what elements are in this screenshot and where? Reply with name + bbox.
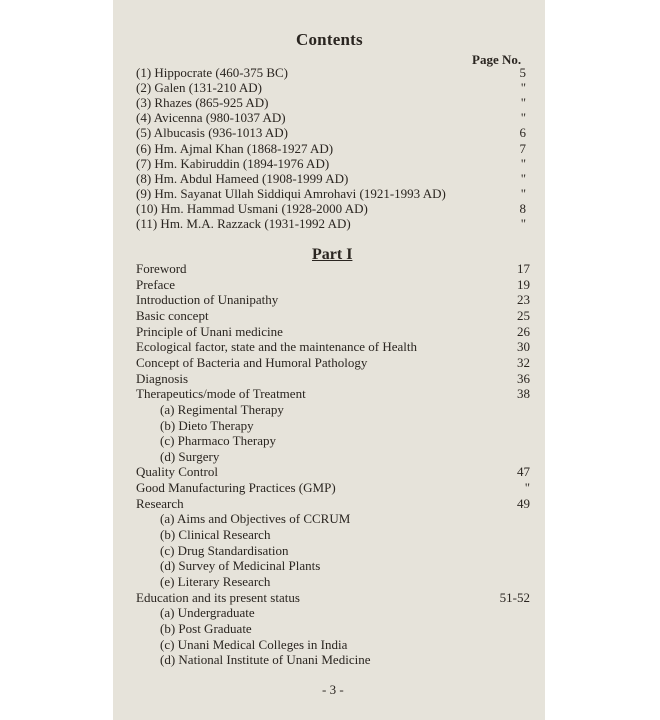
toc-entry: [0, 621, 660, 637]
toc-entry-title: Research: [136, 495, 184, 511]
toc-entry-title: (d) Survey of Medicinal Plants: [160, 558, 321, 574]
toc-entry-title: (b) Post Graduate: [160, 620, 252, 636]
toc-entry: [0, 171, 660, 187]
toc-entry-title: (d) Surgery: [160, 448, 220, 464]
toc-entry-page: 49: [517, 495, 530, 511]
toc-entry-title: (e) Literary Research: [160, 574, 271, 589]
toc-entry-page: 36: [517, 370, 530, 386]
toc-entry: [0, 156, 660, 172]
page-number-footer: - 3 -: [322, 682, 344, 697]
toc-entry-page: ": [520, 95, 526, 111]
toc-entry: [0, 324, 660, 340]
toc-entry: [0, 339, 660, 355]
toc-entry-title: (4) Avicenna (980-1037 AD): [136, 110, 286, 126]
toc-entry-title: Basic concept: [136, 307, 209, 323]
toc-entry: [0, 418, 660, 434]
toc-entry: [0, 605, 660, 621]
toc-entry-title: Foreword: [136, 261, 187, 276]
toc-entry-title: (a) Undergraduate: [160, 605, 255, 621]
toc-entry: [0, 464, 660, 480]
toc-entry-title: (b) Dieto Therapy: [160, 417, 254, 433]
toc-entry-page: 17: [517, 261, 530, 276]
toc-entry: [0, 543, 660, 559]
page-title: Contents: [296, 30, 363, 49]
toc-entry-page: 23: [517, 292, 530, 308]
toc-entry: [0, 449, 660, 465]
toc-entry-title: Quality Control: [136, 464, 218, 480]
toc-entry: [0, 292, 660, 308]
toc-entry-title: (11) Hm. M.A. Razzack (1931-1992 AD): [136, 216, 351, 231]
toc-entry-title: (b) Clinical Research: [160, 527, 271, 543]
toc-entry: [0, 496, 660, 512]
toc-entry-title: (9) Hm. Sayanat Ullah Siddiqui Amrohavi (1921-1993 AD): [136, 185, 446, 201]
toc-entry-page: ": [520, 110, 526, 126]
toc-entry: [0, 95, 660, 111]
toc-entry-title: Therapeutics/mode of Treatment: [136, 386, 306, 402]
toc-entry: [0, 355, 660, 371]
toc-entry: [0, 574, 660, 590]
toc-entry: [0, 261, 660, 277]
toc-entry: [0, 80, 660, 96]
part-heading: Part I: [312, 246, 353, 263]
toc-entry-title: Good Manufacturing Practices (GMP): [136, 480, 336, 496]
toc-entry-title: (a) Regimental Therapy: [160, 401, 284, 417]
toc-entry-title: Education and its present status: [136, 589, 300, 605]
toc-entry-page: ": [520, 80, 526, 96]
toc-entry-title: (5) Albucasis (936-1013 AD): [136, 125, 289, 141]
toc-entry: [0, 652, 660, 668]
toc-entry: [0, 65, 660, 81]
toc-entry-page: 26: [517, 323, 530, 339]
toc-entry: [0, 527, 660, 543]
toc-entry-title: (6) Hm. Ajmal Khan (1868-1927 AD): [136, 140, 334, 156]
toc-entry-title: Introduction of Unanipathy: [136, 292, 279, 308]
toc-entry-title: (c) Pharmaco Therapy: [160, 433, 276, 449]
toc-entry: [0, 141, 660, 157]
toc-entry: [0, 277, 660, 293]
toc-entry-page: ": [520, 170, 526, 186]
toc-entry: [0, 308, 660, 324]
toc-entry-page: 51-52: [499, 589, 530, 605]
toc-entry-page: 8: [519, 200, 526, 216]
toc-entry-title: Concept of Bacteria and Humoral Pathology: [136, 354, 368, 370]
toc-entry: [0, 186, 660, 202]
toc-entry: [0, 558, 660, 574]
toc-entry-page: ": [524, 480, 530, 496]
toc-entry-title: Ecological factor, state and the maintenance of Health: [136, 339, 418, 355]
toc-entry-page: 6: [519, 125, 526, 141]
toc-entry: [0, 386, 660, 402]
toc-entry-page: 7: [519, 140, 526, 156]
toc-entry-page: ": [520, 185, 526, 201]
toc-entry: [0, 371, 660, 387]
toc-entry-title: Principle of Unani medicine: [136, 323, 283, 339]
toc-entry: [0, 125, 660, 141]
toc-entry: [0, 402, 660, 418]
page-no-header: Page No.: [472, 52, 522, 67]
toc-entry-page: 19: [517, 276, 530, 292]
toc-entry-title: (c) Unani Medical Colleges in India: [160, 636, 348, 652]
toc-entry-title: (2) Galen (131-210 AD): [136, 80, 262, 96]
toc-entry: [0, 637, 660, 653]
toc-entry-page: 47: [517, 464, 530, 480]
toc-entry-page: 5: [519, 65, 526, 80]
toc-entry-page: 38: [517, 386, 530, 402]
toc-entry: [0, 110, 660, 126]
toc-entry-title: (10) Hm. Hammad Usmani (1928-2000 AD): [136, 200, 368, 216]
toc-entry-title: (7) Hm. Kabiruddin (1894-1976 AD): [136, 155, 330, 171]
toc-entry-title: (8) Hm. Abdul Hameed (1908-1999 AD): [136, 170, 349, 186]
toc-entry-page: 25: [517, 307, 530, 323]
toc-entry-title: (3) Rhazes (865-925 AD): [136, 95, 269, 111]
toc-entry: [0, 511, 660, 527]
toc-entry-page: 30: [517, 339, 530, 355]
toc-entry-title: (1) Hippocrate (460-375 BC): [136, 65, 288, 80]
toc-entry: [0, 590, 660, 606]
toc-entry: [0, 216, 660, 232]
toc-entry-page: ": [520, 216, 526, 231]
toc-entry: [0, 433, 660, 449]
toc-entry-title: (a) Aims and Objectives of CCRUM: [160, 511, 351, 527]
toc-entry: [0, 201, 660, 217]
toc-entry-title: Diagnosis: [136, 370, 188, 386]
toc-entry-page: ": [520, 155, 526, 171]
toc-entry-title: (d) National Institute of Unani Medicine: [160, 652, 371, 668]
toc-entry-title: Preface: [136, 276, 175, 292]
toc-entry-page: 32: [517, 354, 530, 370]
toc-entry: [0, 480, 660, 496]
toc-entry-title: (c) Drug Standardisation: [160, 542, 289, 558]
